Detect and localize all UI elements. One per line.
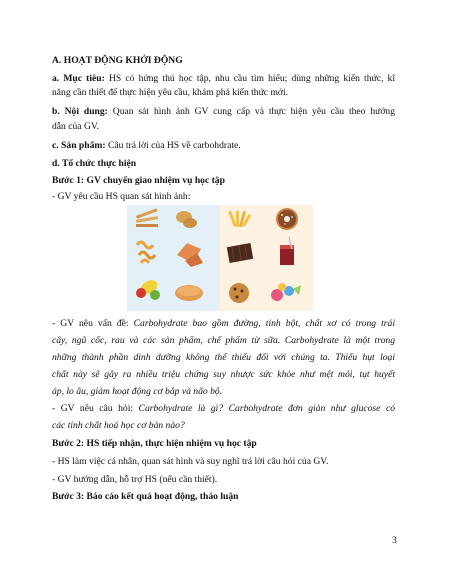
step3-title: Bước 3: Báo cáo kết quả hoạt động, thảo luận bbox=[52, 491, 239, 502]
problem-line-3: những thành phần dinh dưỡng không thể thiếu đối với chúng ta. Thiếu hụt loại bbox=[52, 352, 395, 363]
heading: A. HOẠT ĐỘNG KHỞI ĐỘNG bbox=[52, 55, 183, 66]
content-line-2: dẫn của GV. bbox=[52, 121, 99, 132]
carbohydrate-food-image bbox=[127, 205, 313, 311]
step2-item-1: - HS làm việc cá nhân, quan sát hình và suy nghĩ trả lời câu hỏi của GV. bbox=[52, 456, 329, 467]
bread-loaf-icon bbox=[175, 285, 203, 301]
organization-heading: d. Tổ chức thực hiện bbox=[52, 158, 137, 169]
cookie-icon bbox=[229, 283, 249, 303]
food-grid bbox=[127, 205, 313, 311]
step1-title: Bước 1: GV chuyển giao nhiệm vụ học tập bbox=[52, 175, 225, 186]
step1-instruction: - GV yêu cầu HS quan sát hình ảnh: bbox=[52, 191, 191, 202]
step2-title: Bước 2: HS tiếp nhận, thực hiện nhiệm vụ học tập bbox=[52, 438, 257, 449]
product-line: c. Sản phẩm: Câu trả lời của HS về carbohdrate. bbox=[52, 140, 241, 151]
question-line-1: - GV nêu câu hỏi: Carbohydrate là gì? Carbohydrate đơn giản như glucose có bbox=[52, 403, 395, 414]
page-number: 3 bbox=[392, 535, 397, 546]
donut-icon bbox=[276, 208, 298, 230]
problem-line-4: chất này sẽ gây ra nhiều triệu chứng suy nhược sức khỏe như mệt mỏi, tụt huyết bbox=[52, 369, 395, 380]
problem-line-5: áp, lo âu, giảm hoạt động cơ bắp và não bộ. bbox=[52, 386, 223, 397]
step2-item-2: - GV hướng dẫn, hỗ trợ HS (nếu cần thiết). bbox=[52, 474, 218, 485]
problem-line-2: cây, ngũ cốc, rau và các sản phẩm, chế phẩm từ sữa. Carbohydrate là một trong bbox=[52, 335, 395, 346]
content-line-1: b. Nội dung: Quan sát hình ảnh GV cung cấp và thực hiện yêu cầu theo hướng bbox=[52, 106, 395, 117]
problem-line-1: - GV nêu vấn đề: Carbohydrate bao gồm đường, tinh bột, chất xơ có trong trái bbox=[52, 318, 396, 329]
objective-line-2: năng cần thiết để thực hiện yêu cầu, khám phá kiến thức mới. bbox=[52, 87, 289, 98]
question-line-2: các tính chất hoá học cơ bản nào? bbox=[52, 420, 185, 431]
objective-line-1: a. Mục tiêu: HS có hứng thú học tập, nhu cầu tìm hiểu; dùng những kiến thức, kĩ bbox=[52, 73, 395, 84]
